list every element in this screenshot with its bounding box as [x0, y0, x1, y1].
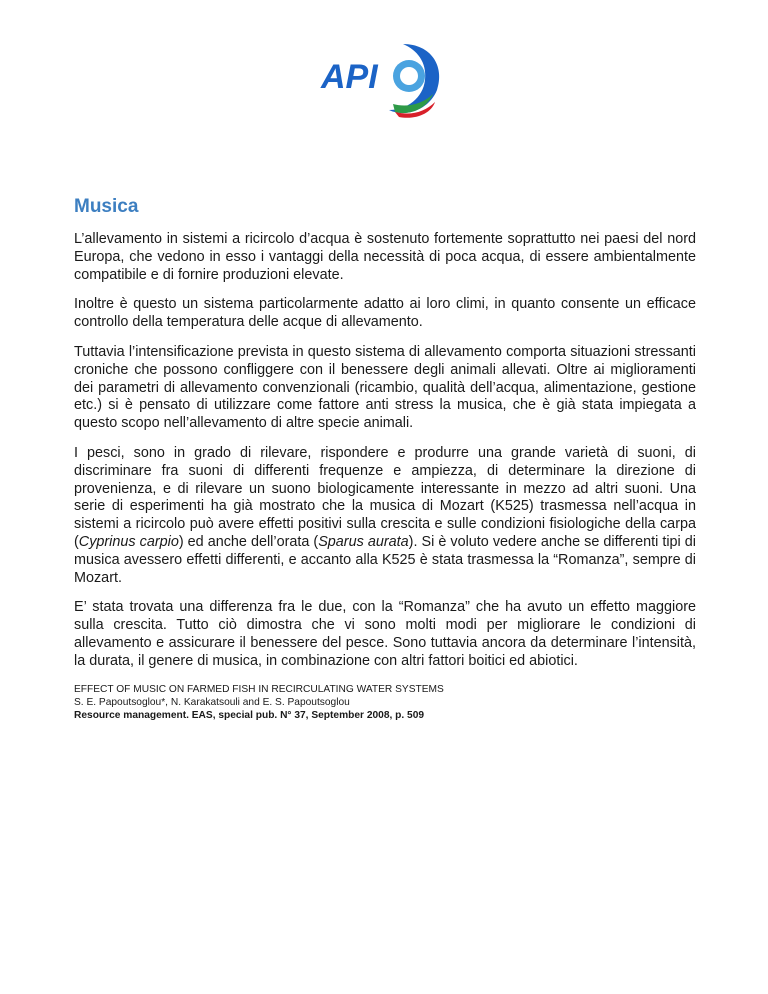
text-run: L’allevamento in sistemi a ricircolo d’acqua è sostenuto fortemente soprattutto nei paesi del nord Europa, che vedono in esso i vantaggi della necessità di poca acqua, di essere ambientalmente compatibile e di fornire produzioni elevate. — [74, 231, 696, 283]
species-name: Sparus aurata — [318, 533, 409, 550]
paragraph — [74, 296, 696, 332]
text-run: ). Si è voluto vedere anche se differenti tipi di musica avessero effetti differenti, e accanto alla K525 è stata trasmessa la “Romanza”, sempre di Mozart. — [74, 533, 696, 586]
page-title: Musica — [74, 196, 139, 217]
logo-text: API — [321, 58, 378, 96]
species-name: Cyprinus carpio — [78, 533, 179, 550]
reference-authors: S. E. Papoutsoglou*, N. Karakatsouli and E. S. Papoutsoglou — [74, 696, 350, 708]
reference-source: Resource management. EAS, special pub. N° 37, September 2008, p. 509 — [74, 710, 425, 722]
text-run: Tuttavia l’intensificazione prevista in questo sistema di allevamento comporta situazioni stressanti croniche che possono confliggere con il benessere degli animali allevati. Oltre ai miglioramenti dei parametri di allevamento convenzionali (ricambio, qualità dell’acqua, alimentazione, gestione etc.) si è pensato di utilizzare come fattore anti stress la musica, che è già stata impiegata a questo scopo nell’allevamento di altre specie animali. — [74, 343, 696, 432]
paragraph — [74, 599, 696, 670]
paragraph — [74, 445, 696, 587]
text-run: ) ed anche dell’orata ( — [178, 533, 319, 550]
paragraph — [74, 344, 696, 433]
text-run: Inoltre è questo un sistema particolarmente adatto ai loro climi, in quanto consente un efficace controllo della temperatura delle acque di allevamento. — [74, 296, 696, 331]
text-run: I pesci, sono in grado di rilevare, rispondere e produrre una grande varietà di suoni, di discriminare fra suoni di differenti frequenze e ampiezza, di determinare la direzione di provenienza, e di rilevare un suono biologicamente interessante in mezzo ad altri suoni. Una serie di esperimenti ha già mostrato che la musica di Mozart (K525) trasmessa nell’acqua in sistemi a ricircolo può avere effetti positivi sulla crescita e sulle condizioni fisiologiche della carpa ( — [74, 444, 696, 550]
text-run: E’ stata trovata una differenza fra le due, con la “Romanza” che ha avuto un effetto maggiore sulla crescita. Tutto ciò dimostra che vi sono molti modi per migliorare le condizioni di allevamento e assicurare il benessere del pesce. Sono tuttavia ancora da determinare l’intensità, la durata, il genere di musica, in combinazione con altri fattori boitici ed abiotici. — [74, 599, 696, 669]
article-body — [74, 231, 696, 671]
article — [74, 196, 696, 723]
reference-block — [74, 683, 696, 723]
reference-title: EFFECT OF MUSIC ON FARMED FISH IN RECIRCULATING WATER SYSTEMS — [74, 683, 444, 695]
api-logo-graphic — [319, 38, 447, 118]
paragraph — [74, 231, 696, 284]
api-logo — [319, 38, 447, 118]
